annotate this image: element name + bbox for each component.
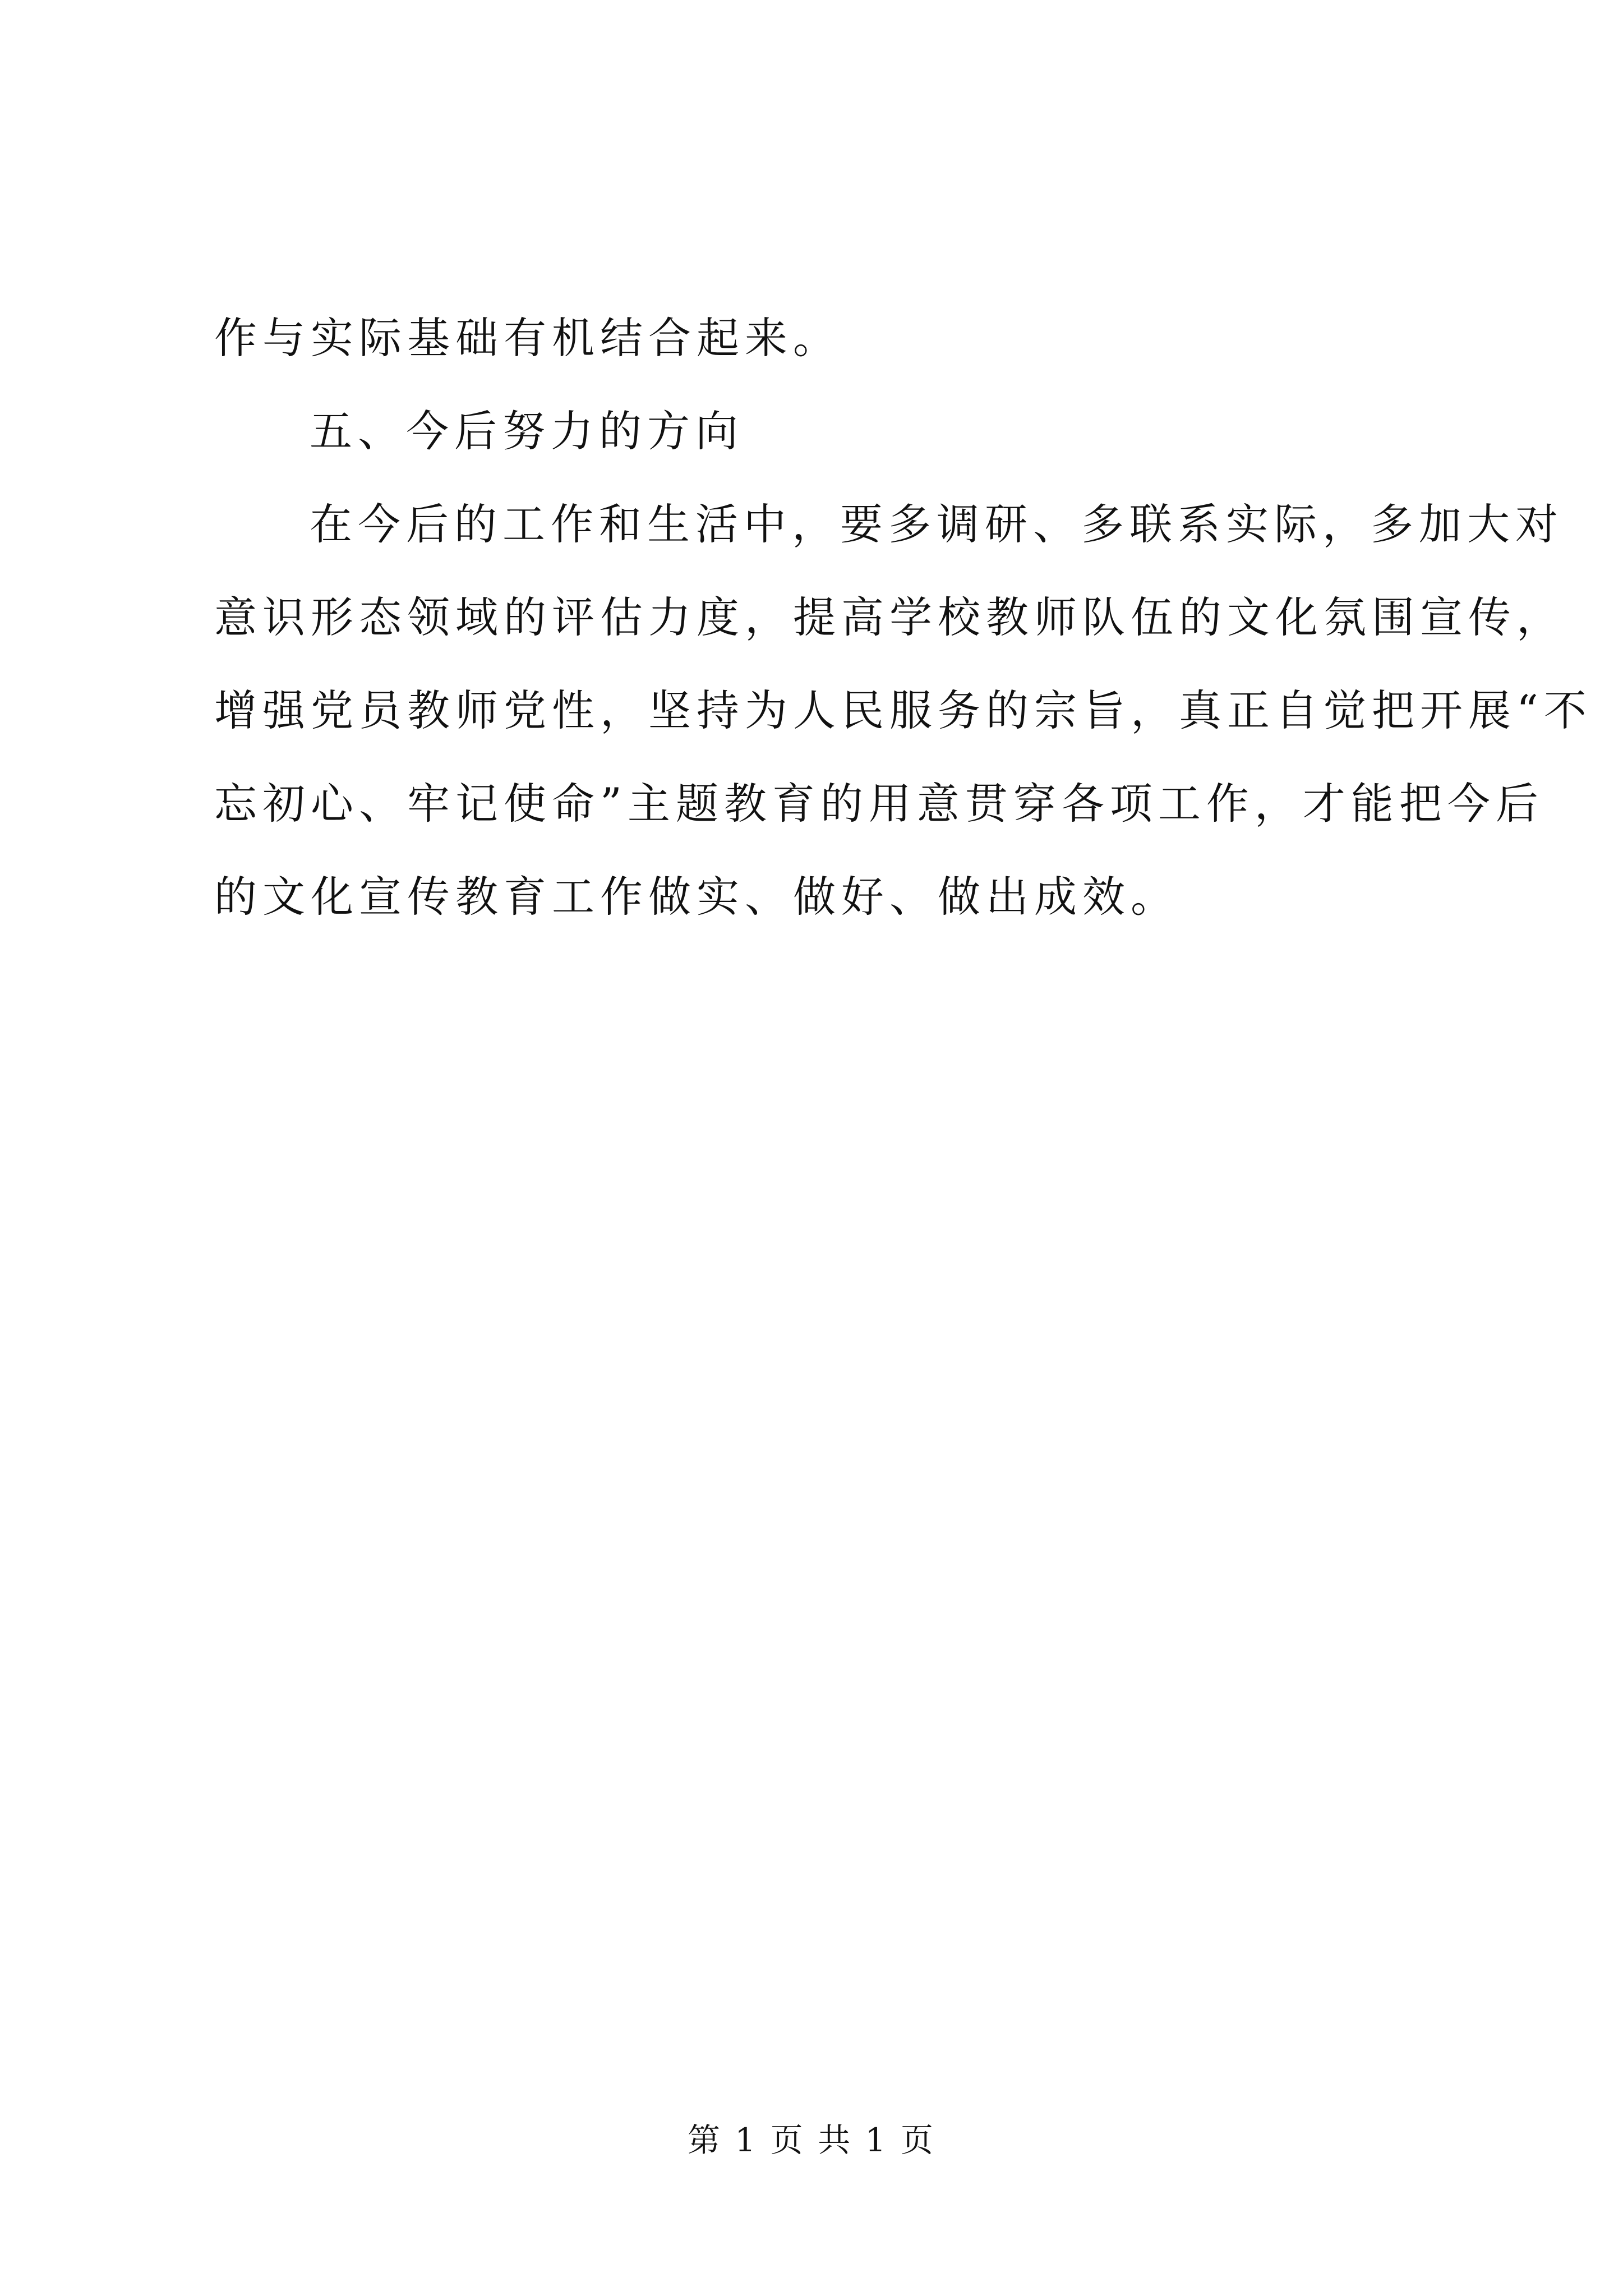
paragraph-line: 在今后的工作和生活中，要多调研、多联系实际，多加大对: [310, 499, 1564, 549]
paragraph-line: 作与实际基础有机结合起来。: [214, 313, 841, 363]
body-text: [214, 292, 1592, 944]
paragraph-line: 的文化宣传教育工作做实、做好、做出成效。: [214, 872, 1179, 922]
paragraph-line: 增强党员教师党性，坚持为人民服务的宗旨，真正自觉把开展“不: [214, 685, 1592, 735]
paragraph-line: 忘初心、牢记使命”主题教育的用意贯穿各项工作，才能把今后: [214, 779, 1544, 829]
paragraph-line: 意识形态领域的评估力度，提高学校教师队伍的文化氛围宣传，: [214, 592, 1565, 642]
page-number-footer: 第 1 页 共 1 页: [688, 2121, 935, 2159]
section-heading: 五、今后努力的方向: [310, 406, 744, 456]
